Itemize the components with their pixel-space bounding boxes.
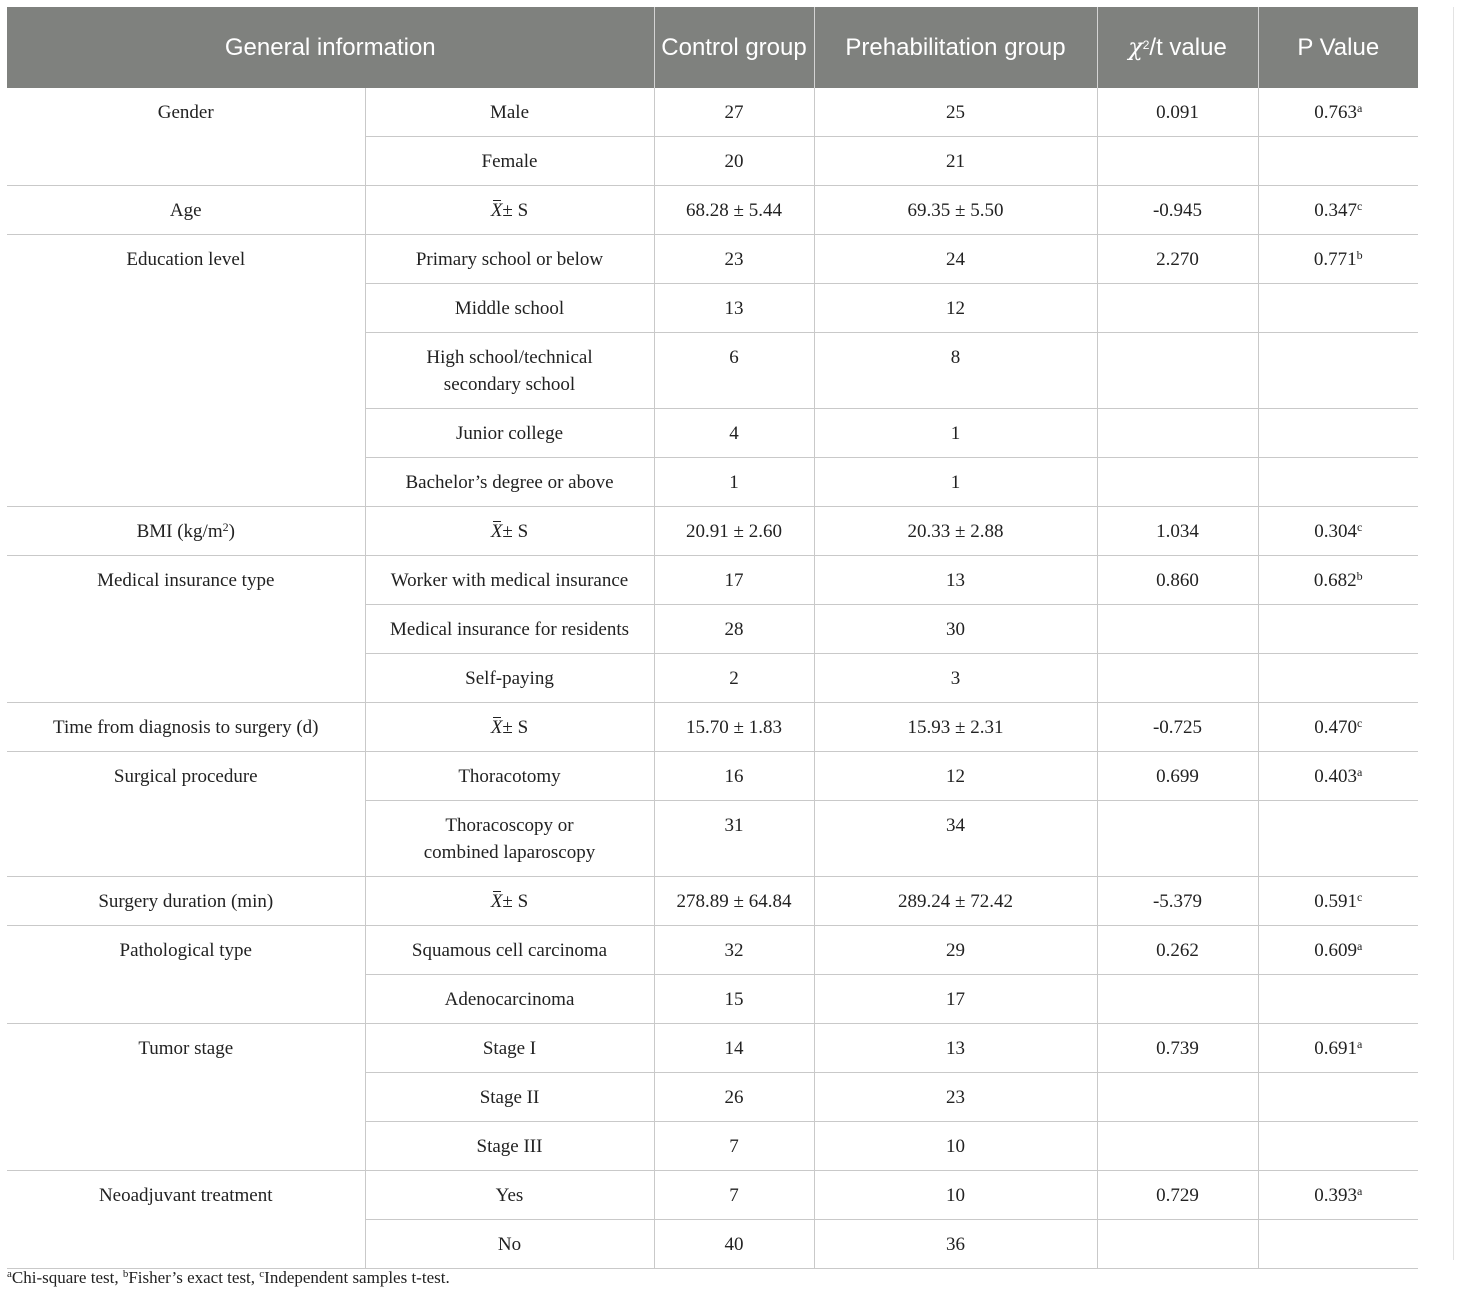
category-cell [7,507,365,556]
subcategory-cell: Adenocarcinoma [365,975,654,1024]
stat-cell: 2.270 [1097,235,1258,284]
footnote-a: Chi-square test, [11,1268,123,1287]
table-row [7,507,1418,556]
prehab-cell: 29 [814,926,1097,975]
subcategory-cell [365,703,654,752]
category-label: BMI (kg/m [136,521,223,542]
footnote-c: Independent samples t-test. [264,1268,450,1287]
p-note: a [1356,1037,1363,1051]
footnote-marker-b: b [122,1268,129,1280]
p-value-cell [1258,1220,1418,1269]
p-value-cell [1258,1171,1418,1220]
header-row [7,7,1418,88]
p-value-cell [1258,926,1418,975]
p-value: 0.771 [1313,249,1357,270]
p-value-cell [1258,284,1418,333]
p-value: 0.591 [1314,891,1357,912]
x-bar-symbol: X [491,714,503,741]
p-value-cell [1258,1122,1418,1171]
p-value: 0.347 [1314,200,1357,221]
subcategory-cell: Stage III [365,1122,654,1171]
control-cell: 14 [654,1024,814,1073]
p-value-cell [1258,409,1418,458]
p-note: a [1356,1184,1363,1198]
table-right-border [1453,7,1454,1260]
control-cell: 26 [654,1073,814,1122]
header-general-information: General information [7,7,654,88]
stat-cell [1097,284,1258,333]
prehab-cell: 13 [814,556,1097,605]
p-value-cell [1258,88,1418,137]
category-cell: Surgery duration (min) [7,877,365,926]
control-cell: 1 [654,458,814,507]
prehab-cell: 1 [814,458,1097,507]
p-note: c [1356,199,1363,213]
header-chi-t-value-label: /t value [1149,34,1227,61]
control-cell: 7 [654,1171,814,1220]
table-row [7,1171,1418,1220]
stat-cell: -0.945 [1097,186,1258,235]
subcategory-cell: No [365,1220,654,1269]
stat-cell: 0.699 [1097,752,1258,801]
table-row [7,752,1418,801]
prehab-cell: 15.93 ± 2.31 [814,703,1097,752]
p-value-cell [1258,752,1418,801]
subcategory-cell [365,186,654,235]
subcategory-cell: Primary school or below [365,235,654,284]
subcategory-line: secondary school [443,374,576,395]
control-cell: 4 [654,409,814,458]
x-bar-symbol: X [491,197,503,224]
p-value-cell [1258,507,1418,556]
p-value-cell [1258,458,1418,507]
prehab-cell: 20.33 ± 2.88 [814,507,1097,556]
stat-cell [1097,1073,1258,1122]
prehab-cell: 34 [814,801,1097,877]
header-p-value: P Value [1258,7,1418,88]
control-cell: 31 [654,801,814,877]
subcategory-cell: Squamous cell carcinoma [365,926,654,975]
footnote-marker-c: c [259,1268,265,1280]
subcategory-cell [365,877,654,926]
p-note: c [1356,890,1363,904]
prehab-cell: 12 [814,284,1097,333]
subcategory-line: High school/technical [426,347,593,368]
header-control-group: Control group [654,7,814,88]
p-value-cell [1258,801,1418,877]
control-cell: 15.70 ± 1.83 [654,703,814,752]
stat-cell [1097,1220,1258,1269]
subcategory-cell [365,801,654,877]
stat-cell [1097,605,1258,654]
prehab-cell: 1 [814,409,1097,458]
prehab-cell: 25 [814,88,1097,137]
p-value: 0.682 [1313,570,1357,591]
footnote-marker-a: a [7,1268,12,1280]
p-value-cell [1258,975,1418,1024]
subcategory-cell: Worker with medical insurance [365,556,654,605]
table-row [7,88,1418,137]
control-cell: 68.28 ± 5.44 [654,186,814,235]
category-cell: Time from diagnosis to surgery (d) [7,703,365,752]
table-row [7,556,1418,605]
control-cell: 15 [654,975,814,1024]
stat-cell: 1.034 [1097,507,1258,556]
p-note: a [1356,939,1363,953]
header-prehabilitation-group: Prehabilitation group [814,7,1097,88]
subcategory-cell: Bachelor’s degree or above [365,458,654,507]
subcategory-cell: Female [365,137,654,186]
prehab-cell: 10 [814,1171,1097,1220]
control-cell: 32 [654,926,814,975]
stat-cell: 0.739 [1097,1024,1258,1073]
control-cell: 278.89 ± 64.84 [654,877,814,926]
subcategory-line: Thoracoscopy or [445,815,574,836]
control-cell: 20 [654,137,814,186]
p-value-cell [1258,137,1418,186]
x-bar-symbol: X [491,518,503,545]
control-cell: 7 [654,1122,814,1171]
p-value-cell [1258,235,1418,284]
subcategory-cell [365,507,654,556]
control-cell: 23 [654,235,814,284]
general-information-table [7,7,1418,1269]
p-value: 0.304 [1314,521,1357,542]
stat-cell [1097,1122,1258,1171]
mean-sd-label: ± S [502,891,529,912]
prehab-cell: 289.24 ± 72.42 [814,877,1097,926]
p-note: b [1356,569,1363,583]
prehab-cell: 36 [814,1220,1097,1269]
p-value: 0.470 [1314,717,1357,738]
stat-cell: -5.379 [1097,877,1258,926]
p-note: c [1356,716,1363,730]
mean-sd-label: ± S [502,521,529,542]
p-note: a [1356,765,1363,779]
stat-cell [1097,801,1258,877]
subcategory-cell: Male [365,88,654,137]
table-container [7,7,1454,1269]
prehab-cell: 17 [814,975,1097,1024]
prehab-cell: 23 [814,1073,1097,1122]
p-value: 0.393 [1314,1185,1357,1206]
prehab-cell: 3 [814,654,1097,703]
table-row [7,877,1418,926]
prehab-cell: 13 [814,1024,1097,1073]
control-cell: 27 [654,88,814,137]
control-cell: 6 [654,333,814,409]
subcategory-cell: Medical insurance for residents [365,605,654,654]
prehab-cell: 24 [814,235,1097,284]
stat-cell: 0.729 [1097,1171,1258,1220]
p-value: 0.403 [1314,766,1357,787]
x-bar-symbol: X [491,888,503,915]
p-value-cell [1258,877,1418,926]
category-cell: Education level [7,235,365,507]
stat-cell: 0.262 [1097,926,1258,975]
p-value: 0.691 [1314,1038,1357,1059]
category-cell: Tumor stage [7,1024,365,1171]
control-cell: 28 [654,605,814,654]
header-chi-t-value [1097,7,1258,88]
stat-cell [1097,975,1258,1024]
prehab-cell: 12 [814,752,1097,801]
table-row [7,703,1418,752]
subcategory-cell: Self-paying [365,654,654,703]
stat-cell: -0.725 [1097,703,1258,752]
subcategory-cell: Middle school [365,284,654,333]
subcategory-cell: Thoracotomy [365,752,654,801]
p-value-cell [1258,605,1418,654]
category-cell: Surgical procedure [7,752,365,877]
p-value-cell [1258,333,1418,409]
p-value: 0.609 [1314,940,1357,961]
category-cell: Neoadjuvant treatment [7,1171,365,1269]
subcategory-cell: Yes [365,1171,654,1220]
prehab-cell: 8 [814,333,1097,409]
subcategory-cell: Junior college [365,409,654,458]
stat-cell [1097,654,1258,703]
control-cell: 40 [654,1220,814,1269]
table-row [7,186,1418,235]
p-value-cell [1258,703,1418,752]
category-cell: Age [7,186,365,235]
table-row [7,235,1418,284]
p-value-cell [1258,654,1418,703]
p-note: c [1356,520,1363,534]
table-row [7,1024,1418,1073]
chi-symbol: χ [1128,33,1143,61]
stat-cell: 0.860 [1097,556,1258,605]
stat-cell [1097,458,1258,507]
prehab-cell: 10 [814,1122,1097,1171]
category-cell: Medical insurance type [7,556,365,703]
footnote-b: Fisher’s exact test, [128,1268,260,1287]
control-cell: 17 [654,556,814,605]
mean-sd-label: ± S [502,200,529,221]
p-value: 0.763 [1314,102,1357,123]
category-cell: Pathological type [7,926,365,1024]
mean-sd-label: ± S [502,717,529,738]
chi-exponent: 2 [1142,38,1150,52]
stat-cell: 0.091 [1097,88,1258,137]
p-note: b [1356,248,1363,262]
p-value-cell [1258,1024,1418,1073]
subcategory-cell [365,333,654,409]
p-value-cell [1258,1073,1418,1122]
category-label-end: ) [228,521,235,542]
p-note: a [1356,101,1363,115]
p-value-cell [1258,556,1418,605]
stat-cell [1097,409,1258,458]
prehab-cell: 69.35 ± 5.50 [814,186,1097,235]
category-exponent: 2 [222,520,229,534]
prehab-cell: 21 [814,137,1097,186]
stat-cell [1097,137,1258,186]
table-footnote [7,1268,450,1288]
category-cell: Gender [7,88,365,186]
prehab-cell: 30 [814,605,1097,654]
subcategory-cell: Stage I [365,1024,654,1073]
control-cell: 2 [654,654,814,703]
control-cell: 16 [654,752,814,801]
stat-cell [1097,333,1258,409]
table-row [7,926,1418,975]
p-value-cell [1258,186,1418,235]
control-cell: 13 [654,284,814,333]
subcategory-line: combined laparoscopy [423,842,596,863]
control-cell: 20.91 ± 2.60 [654,507,814,556]
subcategory-cell: Stage II [365,1073,654,1122]
